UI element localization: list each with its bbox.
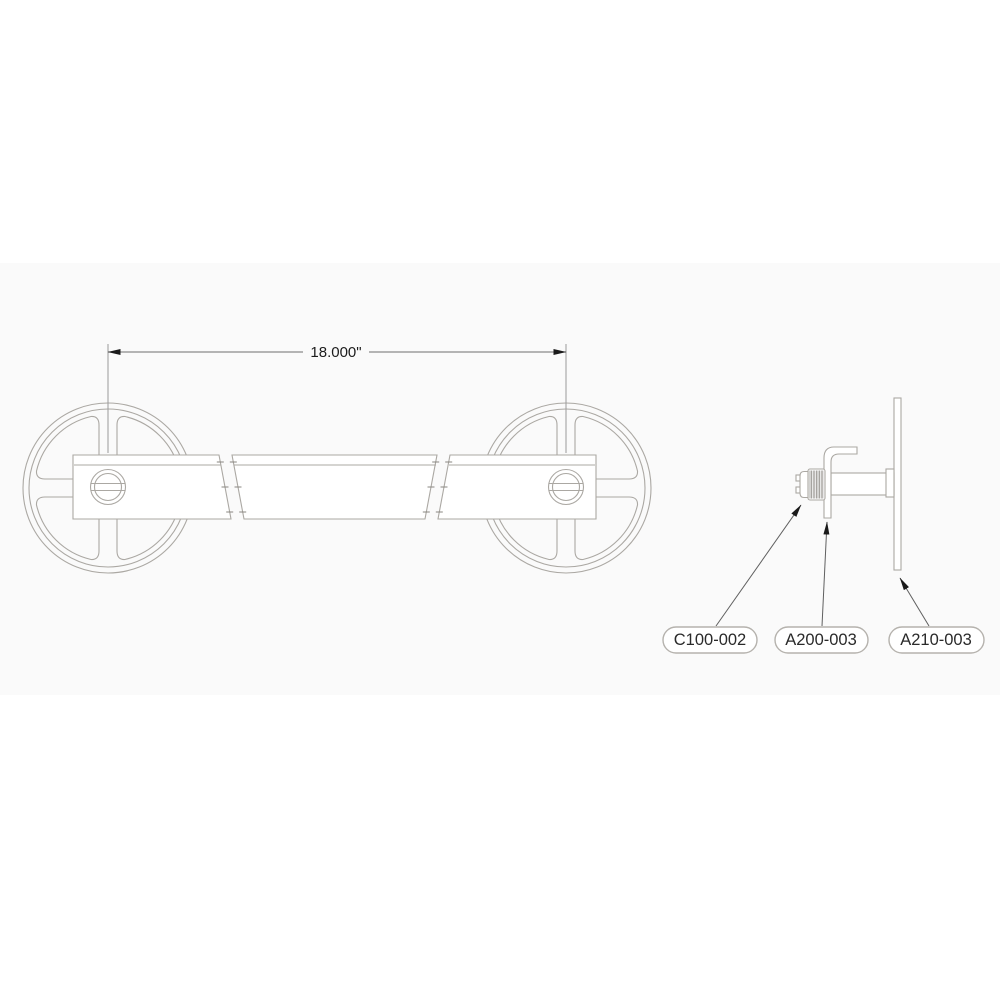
- leader-line-c100-002: [716, 505, 801, 626]
- knurl-texture: [810, 471, 823, 499]
- side-view: [796, 398, 901, 570]
- grab-bar: [73, 455, 596, 519]
- wall-flange-disc-edge: [894, 398, 901, 570]
- callout-label: A200-003: [785, 631, 857, 649]
- end-cap: [800, 472, 808, 498]
- callout-a210-003: [889, 627, 984, 653]
- dimension-text: 18.000": [310, 344, 362, 361]
- bar-cylinder-side: [831, 473, 894, 495]
- leader-line-a210-003: [900, 578, 929, 626]
- leader-line-a200-003: [822, 522, 827, 626]
- callout-label: C100-002: [673, 631, 747, 649]
- dimension-annotation: [108, 344, 566, 453]
- callout-c100-002: [663, 627, 757, 653]
- cylinder-end-flange: [886, 469, 894, 497]
- callout-label: A210-003: [900, 631, 972, 649]
- callout-a200-003: [775, 627, 868, 653]
